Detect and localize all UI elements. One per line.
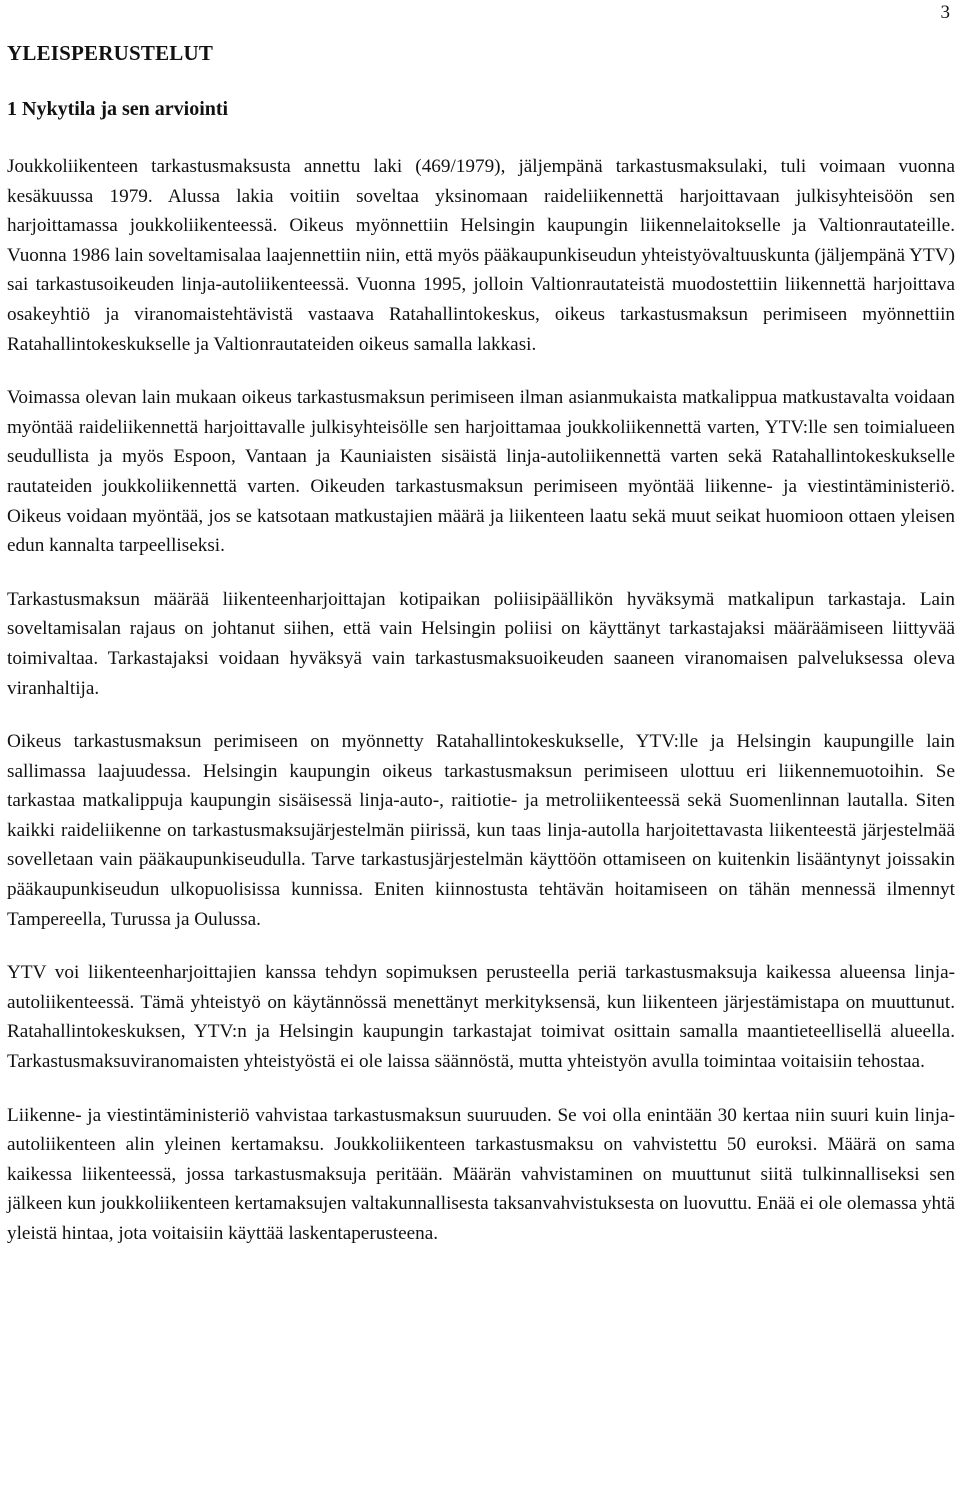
paragraph: Oikeus tarkastusmaksun perimiseen on myönnetty Ratahallintokeskukselle, YTV:lle ja Helsingin kaupungille lain sallimassa laajuudessa. Helsingin kaupungin oikeus tarkastusmaksun perimiseen ulottuu eri liikennemuotoihin. Se tarkastaa matkalippuja kaupungin sisäisessä linja-auto-, raitiotie- ja metroliikenteessä sekä Suomenlinnan lautalla. Siten kaikki raideliikenne on tarkastusmaksujärjestelmän piirissä, kun taas linja-autolla harjoitettavasta liikenteestä järjestelmää sovelletaan vain pääkaupunkiseudulla. Tarve tarkastusjärjestelmän käyttöön ottamiseen on kuitenkin lisääntynyt joissakin pääkaupunkiseudun ulkopuolisissa kunnissa. Eniten kiinnostusta tehtävän hoitamiseen on tähän mennessä ilmennyt Tampereella, Turussa ja Oulussa. — [7, 731, 955, 930]
paragraph: Joukkoliikenteen tarkastusmaksusta annettu laki (469/1979), jäljempänä tarkastusmaksulaki, tuli voimaan vuonna kesäkuussa 1979. Alussa lakia voitiin soveltaa yksinomaan raideliikennettä harjoittavaan julkisyhteisöön sen harjoittamassa joukkoliikenteessä. Oikeus myönnettiin Helsingin kaupungin liikennelaitokselle ja Valtionrautateille. Vuonna 1986 lain soveltamisalaa laajennettiin niin, että myös pääkaupunkiseudun yhteistyövaltuuskunta (jäljempänä YTV) sai tarkastusoikeuden linja-autoliikenteessä. Vuonna 1995, jolloin Valtionrautateistä muodostettiin liikennettä harjoittava osakeyhtiö ja viranomaistehtävistä vastaava Ratahallintokeskus, oikeus tarkastusmaksun perimiseen myönnettiin Ratahallintokeskukselle ja Valtionrautateiden oikeus samalla lakkasi. — [7, 156, 955, 355]
paragraph: YTV voi liikenteenharjoittajien kanssa tehdyn sopimuksen perusteella periä tarkastusmaksuja kaikessa alueensa linja-autoliikenteessä. Tämä yhteistyö on käytännössä menettänyt merkityksensä, kun liikenteen järjestämistapa on muuttunut. Ratahallintokeskuksen, YTV:n ja Helsingin kaupungin tarkastajat toimivat osittain samalla maantieteellisellä alueella. Tarkastusmaksuviranomaisten yhteistyöstä ei ole laissa säännöstä, mutta yhteistyön avulla toimintaa voitaisiin tehostaa. — [7, 962, 955, 1073]
paragraph: Voimassa olevan lain mukaan oikeus tarkastusmaksun perimiseen ilman asianmukaista matkalippua matkustavalta voidaan myöntää raideliikennettä harjoittavalle julkisyhteisölle sen harjoittamaa joukkoliikennettä varten, YTV:lle sen toimialueen seudullista ja myös Espoon, Vantaan ja Kauniaisten sisäistä linja-autoliikennettä varten sekä Ratahallintokeskukselle rautateiden joukkoliikennettä varten. Oikeuden tarkastusmaksun perimiseen myöntää liikenne- ja viestintäministeriö. Oikeus voidaan myöntää, jos se katsotaan matkustajien määrä ja liikenteen laatu sekä muut seikat huomioon ottaen yleisen edun kannalta tarpeelliseksi. — [7, 387, 955, 557]
page-number: 3 — [940, 2, 950, 23]
document-body — [7, 38, 955, 1249]
paragraph: Tarkastusmaksun määrää liikenteenharjoittajan kotipaikan poliisipäällikön hyväksymä matkalipun tarkastaja. Lain soveltamisalan rajaus on johtanut siihen, että vain Helsingin poliisi on käyttänyt tarkastajaksi määräämiseen liittyvää toimivaltaa. Tarkastajaksi voidaan hyväksyä vain tarkastusmaksuoikeuden saaneen viranomaisen palveluksessa oleva viranhaltija. — [7, 588, 955, 699]
paragraph: Liikenne- ja viestintäministeriö vahvistaa tarkastusmaksun suuruuden. Se voi olla enintään 30 kertaa niin suuri kuin linja-autoliikenteen alin yleinen kertamaksu. Joukkoliikenteen tarkastusmaksu on vahvistettu 50 euroksi. Määrä on sama kaikessa liikenteessä, jossa tarkastusmaksuja peritään. Määrän vahvistaminen on muuttunut siitä tulkinnalliseksi sen jälkeen kun joukkoliikenteen kertamaksujen valtakunnallisesta taksanvahvistuksesta on luovuttu. Enää ei ole olemassa yhtä yleistä hintaa, jota voitaisiin käyttää laskentaperusteena. — [7, 1104, 955, 1244]
section-heading: 1 Nykytila ja sen arviointi — [7, 98, 229, 120]
main-heading: YLEISPERUSTELUT — [7, 41, 214, 65]
